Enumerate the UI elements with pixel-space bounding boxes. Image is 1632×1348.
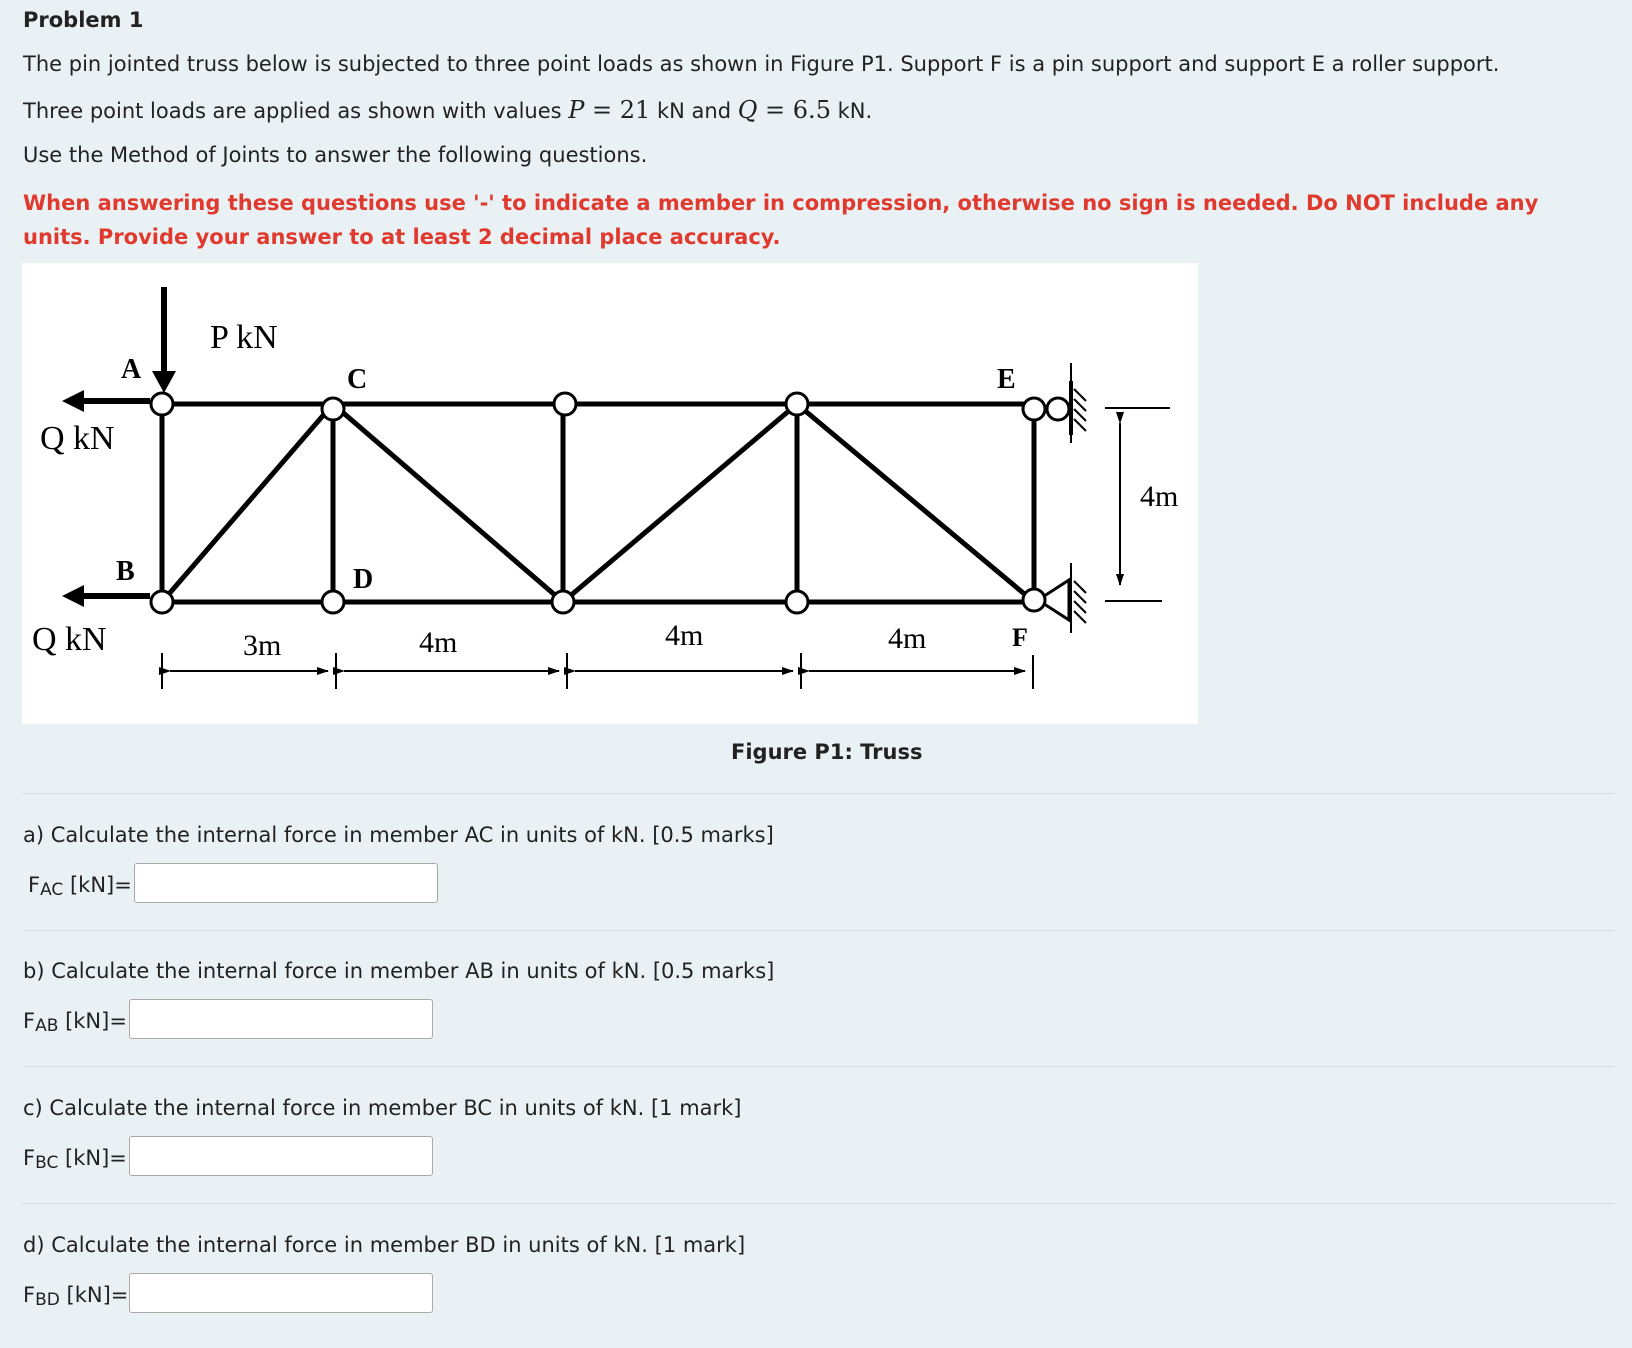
label-load-q-top: Q kN — [40, 420, 115, 457]
label-dim-4m-3: 4m — [888, 622, 927, 655]
arrow-q-bottom-head — [62, 585, 84, 607]
label-node-b: B — [116, 556, 135, 587]
label-load-q-bottom: Q kN — [32, 621, 107, 658]
load-values-mid: kN and — [650, 99, 738, 123]
symbol-q: Q — [737, 96, 758, 124]
label-node-d: D — [353, 564, 374, 595]
arrow-p-head — [152, 371, 176, 393]
load-values-line — [23, 96, 872, 124]
answer-label-fbc: $F_{BC}$ [kN]= — [23, 1146, 127, 1173]
value-q: = 6.5 — [757, 96, 831, 124]
joint-f — [1023, 589, 1045, 611]
joint-top-mid — [554, 393, 576, 415]
joint-bottom-right — [786, 591, 808, 613]
load-values-suffix: kN. — [830, 99, 873, 123]
roller-support-e — [1047, 363, 1086, 443]
label-dim-3m: 3m — [243, 629, 282, 662]
joint-c — [322, 398, 344, 420]
divider — [22, 1066, 1615, 1067]
divider — [22, 793, 1615, 794]
figure-caption: Figure P1: Truss — [731, 740, 923, 764]
question-a: a) Calculate the internal force in member AC in units of kN. [0.5 marks] — [23, 823, 774, 847]
truss-diagram — [22, 263, 1198, 724]
problem-description: The pin jointed truss below is subjected to three point loads as shown in Figure P1. Support F is a pin support and support E a roller support. — [23, 52, 1500, 76]
question-b: b) Calculate the internal force in member AB in units of kN. [0.5 marks] — [23, 959, 775, 983]
question-d: d) Calculate the internal force in member BD in units of kN. [1 mark] — [23, 1233, 746, 1257]
value-p: = 21 — [584, 96, 651, 124]
joint-e — [1023, 398, 1045, 420]
label-node-a: A — [121, 354, 142, 385]
label-node-c: C — [347, 364, 368, 395]
span-dimensions — [162, 653, 1033, 689]
truss-figure — [22, 263, 1198, 724]
member-mid-diag — [563, 404, 797, 602]
fab-input[interactable] — [129, 999, 433, 1039]
label-dim-4m-2: 4m — [665, 619, 704, 652]
joint-top-right — [786, 393, 808, 415]
member-right-diag — [797, 404, 1034, 602]
label-dim-height: 4m — [1140, 480, 1179, 513]
load-values-prefix: Three point loads are applied as shown with values — [23, 99, 569, 123]
question-c: c) Calculate the internal force in member BC in units of kN. [1 mark] — [23, 1096, 742, 1120]
divider — [22, 1203, 1615, 1204]
method-instruction: Use the Method of Joints to answer the following questions. — [23, 143, 648, 167]
problem-title: Problem 1 — [23, 8, 144, 32]
label-load-p: P kN — [210, 319, 278, 356]
divider — [22, 930, 1615, 931]
answer-label-fab: $F_{AB}$ [kN]= — [23, 1009, 127, 1036]
fac-input[interactable] — [134, 863, 438, 903]
joint-b — [151, 591, 173, 613]
answer-label-fbd: $F_{BD}$ [kN]= — [23, 1283, 129, 1310]
truss-joints — [151, 393, 1045, 613]
answer-warning: When answering these questions use '-' to indicate a member in compression, otherwise no sign is needed. Do NOT include any units. Provide your answer to at least 2 decimal place accuracy. — [23, 191, 1539, 249]
member-bc — [162, 404, 333, 602]
symbol-p: P — [568, 96, 585, 124]
label-node-f: F — [1012, 623, 1028, 652]
fbc-input[interactable] — [129, 1136, 433, 1176]
joint-a — [151, 393, 173, 415]
arrow-q-top-head — [62, 390, 84, 412]
truss-members — [162, 404, 1034, 602]
answer-label-fac: $F_{AC}$ [kN]= — [28, 873, 132, 900]
fbd-input[interactable] — [129, 1273, 433, 1313]
joint-d — [322, 591, 344, 613]
label-dim-4m-1: 4m — [419, 626, 458, 659]
joint-bottom-mid — [552, 591, 574, 613]
label-node-e: E — [997, 364, 1016, 395]
